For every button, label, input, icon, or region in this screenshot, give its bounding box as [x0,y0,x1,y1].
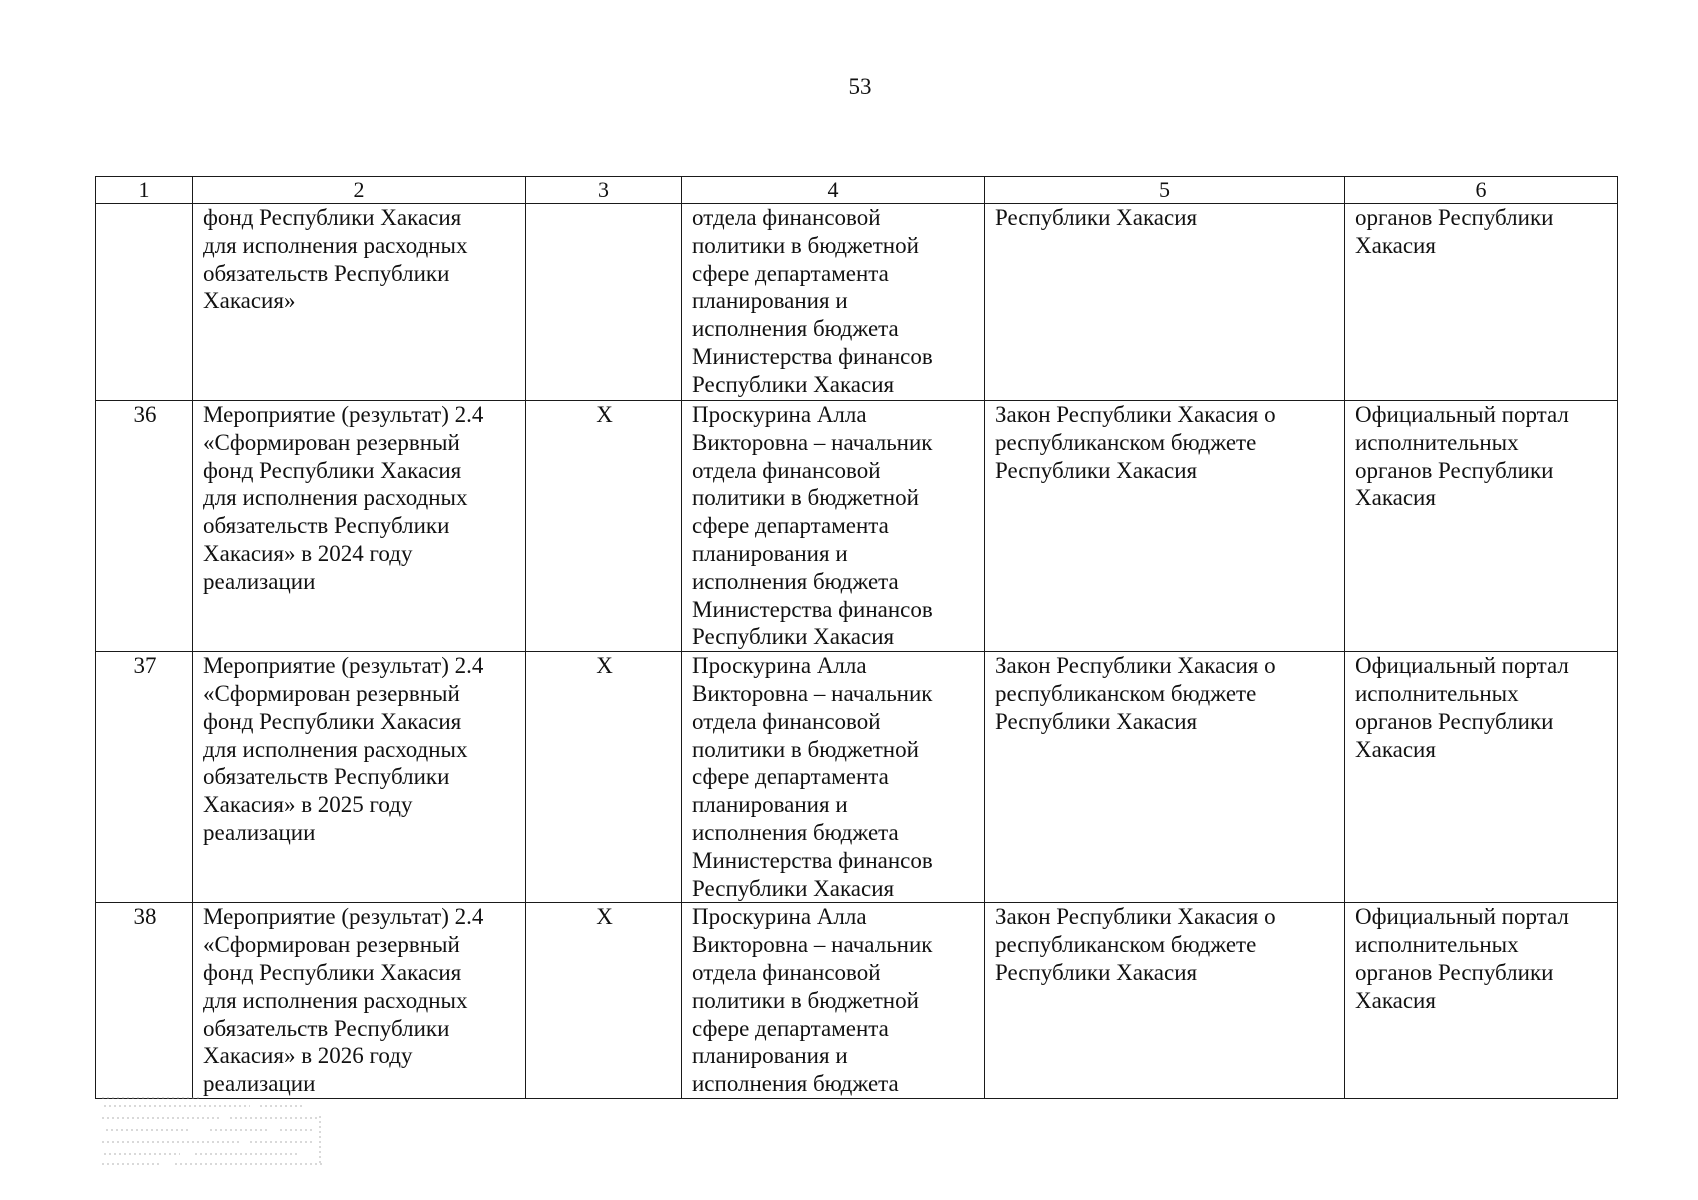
header-col-3: 3 [526,177,682,204]
cell-line: Хакасия [1355,232,1436,258]
cell-line: Хакасия [1355,987,1436,1013]
cell-line: Республики Хакасия [692,624,895,650]
document-table [95,176,1618,1099]
cell-line: Официальный портал [1355,653,1569,679]
cell-line: Проскурина Алла [692,402,867,427]
header-col-6: 6 [1345,177,1618,204]
cell-event [193,903,526,1099]
cell-line: обязательств Республики [203,1015,450,1041]
cell-line: обязательств Республики [203,260,450,286]
cell-line: Республики Хакасия [995,708,1198,734]
cell-line: органов Республики [1355,959,1554,985]
header-col-2: 2 [193,177,526,204]
faded-stamp-image [100,1096,325,1168]
cell-line: Хакасия» [203,288,296,314]
cell-line: Викторовна – начальник [692,932,933,958]
cell-line: Хакасия» в 2026 году [203,1043,413,1069]
cell-line: Официальный портал [1355,402,1569,427]
cell-mark: Х [526,652,682,903]
header-col-5: 5 [985,177,1345,204]
cell-responsible [682,903,985,1099]
cell-line: обязательств Республики [203,513,450,539]
cell-document [985,652,1345,903]
cell-line: для исполнения расходных [203,232,468,258]
table-header-row [96,177,1618,204]
cell-line: Республики Хакасия [692,371,895,397]
cell-number: 37 [96,652,193,903]
cell-line: органов Республики [1355,457,1554,483]
cell-line: Хакасия [1355,485,1436,511]
cell-line: Хакасия [1355,736,1436,762]
cell-responsible [682,204,985,401]
cell-document [985,204,1345,401]
cell-line: отдела финансовой [692,708,881,734]
cell-line: сфере департамента [692,764,889,790]
cell-line: Закон Республики Хакасия о [995,653,1276,679]
header-col-1: 1 [96,177,193,204]
page-number: 53 [848,74,872,99]
cell-line: обязательств Республики [203,764,450,790]
cell-line: для исполнения расходных [203,485,468,511]
cell-source [1345,401,1618,652]
cell-event [193,204,526,401]
cell-line: республиканском бюджете [995,429,1257,455]
cell-line: политики в бюджетной [692,736,919,762]
cell-source [1345,903,1618,1099]
cell-line: исполнительных [1355,429,1519,455]
cell-line: сфере департамента [692,1015,889,1041]
cell-line: планирования и [692,1043,848,1069]
cell-line: «Сформирован резервный [203,680,460,706]
cell-line: исполнения бюджета [692,316,899,342]
cell-line: Хакасия» в 2024 году [203,540,413,566]
cell-line: Проскурина Алла [692,904,867,930]
cell-source [1345,652,1618,903]
cell-mark: Х [526,903,682,1099]
cell-line: Мероприятие (результат) 2.4 [203,402,484,427]
cell-mark: Х [526,401,682,652]
cell-responsible [682,401,985,652]
cell-line: Министерства финансов [692,596,933,622]
cell-event [193,401,526,652]
cell-line: отдела финансовой [692,959,881,985]
cell-line: исполнения бюджета [692,819,899,845]
cell-line: Мероприятие (результат) 2.4 [203,904,484,930]
cell-line: Проскурина Алла [692,653,867,679]
cell-line: планирования и [692,540,848,566]
cell-line: республиканском бюджете [995,932,1257,958]
cell-line: отдела финансовой [692,205,881,230]
cell-number: 36 [96,401,193,652]
cell-line: Республики Хакасия [692,875,895,901]
cell-line: политики в бюджетной [692,987,919,1013]
cell-line: исполнения бюджета [692,568,899,594]
cell-line: Республики Хакасия [995,959,1198,985]
table-row-continuation [96,204,1618,401]
cell-line: политики в бюджетной [692,485,919,511]
cell-line: Викторовна – начальник [692,429,933,455]
cell-line: сфере департамента [692,260,889,286]
header-col-4: 4 [682,177,985,204]
cell-source [1345,204,1618,401]
cell-event [193,652,526,903]
cell-document [985,903,1345,1099]
cell-line: реализации [203,1071,316,1097]
cell-line: для исполнения расходных [203,987,468,1013]
cell-line: политики в бюджетной [692,232,919,258]
cell-line: исполнительных [1355,932,1519,958]
cell-line: планирования и [692,792,848,818]
cell-line: Министерства финансов [692,343,933,369]
cell-line: «Сформирован резервный [203,429,460,455]
cell-line: Республики Хакасия [995,205,1198,230]
cell-line: Министерства финансов [692,847,933,873]
cell-line: для исполнения расходных [203,736,468,762]
cell-line: сфере департамента [692,513,889,539]
cell-line: Викторовна – начальник [692,680,933,706]
cell-line: Мероприятие (результат) 2.4 [203,653,484,679]
cell-line: органов Республики [1355,708,1554,734]
cell-number [96,204,193,401]
cell-line: органов Республики [1355,205,1554,230]
cell-line: «Сформирован резервный [203,932,460,958]
cell-line: республиканском бюджете [995,680,1257,706]
table-row [96,652,1618,903]
cell-line: фонд Республики Хакасия [203,457,462,483]
cell-number: 38 [96,903,193,1099]
cell-line: реализации [203,819,316,845]
cell-line: фонд Республики Хакасия [203,959,462,985]
cell-line: отдела финансовой [692,457,881,483]
cell-line: Хакасия» в 2025 году [203,792,413,818]
table-row [96,903,1618,1099]
table-row [96,401,1618,652]
cell-line: исполнительных [1355,680,1519,706]
cell-line: Закон Республики Хакасия о [995,904,1276,930]
cell-responsible [682,652,985,903]
cell-document [985,401,1345,652]
cell-mark [526,204,682,401]
cell-line: фонд Республики Хакасия [203,205,462,230]
cell-line: Официальный портал [1355,904,1569,930]
cell-line: фонд Республики Хакасия [203,708,462,734]
cell-line: исполнения бюджета [692,1071,899,1097]
cell-line: реализации [203,568,316,594]
cell-line: планирования и [692,288,848,314]
cell-line: Республики Хакасия [995,457,1198,483]
cell-line: Закон Республики Хакасия о [995,402,1276,427]
